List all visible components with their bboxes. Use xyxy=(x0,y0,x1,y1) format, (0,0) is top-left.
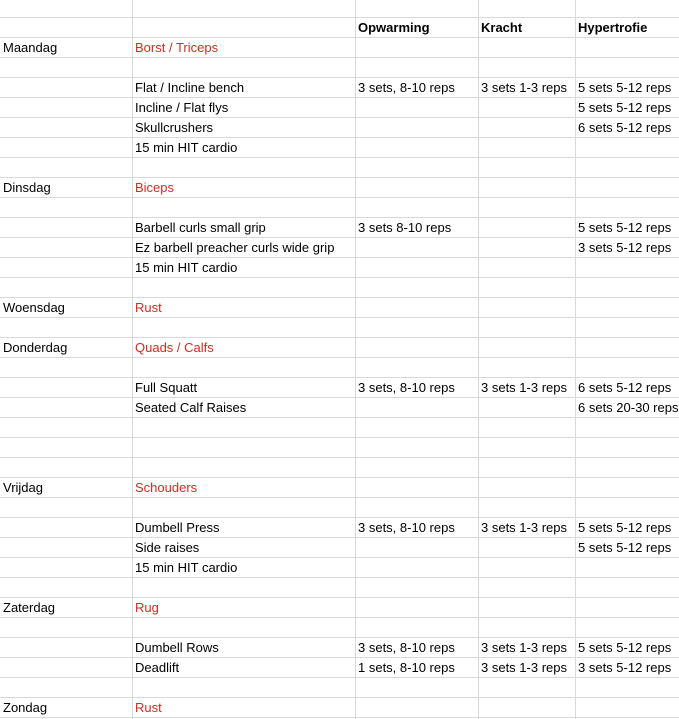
table-row[interactable] xyxy=(0,398,679,418)
header-row[interactable] xyxy=(0,18,679,38)
day-cell[interactable]: Donderdag xyxy=(3,340,68,355)
table-row[interactable] xyxy=(0,58,679,78)
muscle-group-cell[interactable]: Quads / Calfs xyxy=(135,340,214,355)
exercise-cell[interactable]: Dumbell Press xyxy=(135,520,220,535)
warmup-cell[interactable] xyxy=(355,558,358,577)
strength-cell[interactable] xyxy=(478,158,481,177)
hypertrophy-cell[interactable]: 5 sets 5-12 reps xyxy=(578,540,672,555)
hypertrophy-cell[interactable] xyxy=(575,58,578,77)
hypertrophy-cell[interactable]: 3 sets 5-12 reps xyxy=(578,660,672,675)
strength-cell[interactable]: 3 sets 1-3 reps xyxy=(481,640,567,655)
day-cell[interactable]: Woensdag xyxy=(3,300,65,315)
day-cell[interactable] xyxy=(0,138,3,157)
hypertrophy-cell[interactable]: 6 sets 5-12 reps xyxy=(578,120,672,135)
muscle-group-cell[interactable]: Schouders xyxy=(135,480,198,495)
strength-cell[interactable] xyxy=(478,138,481,157)
table-row[interactable] xyxy=(0,198,679,218)
warmup-cell[interactable]: 3 sets, 8-10 reps xyxy=(358,640,455,655)
day-cell[interactable] xyxy=(0,578,3,597)
table-row[interactable] xyxy=(0,598,679,618)
strength-cell[interactable] xyxy=(478,618,481,637)
hypertrophy-cell[interactable] xyxy=(575,578,578,597)
muscle-group-cell[interactable]: Borst / Triceps xyxy=(135,40,219,55)
strength-cell[interactable] xyxy=(478,498,481,517)
strength-cell[interactable] xyxy=(478,438,481,457)
strength-cell[interactable] xyxy=(478,598,481,617)
strength-cell[interactable] xyxy=(478,238,481,257)
exercise-cell[interactable]: 15 min HIT cardio xyxy=(135,560,238,575)
hypertrophy-cell[interactable]: 3 sets 5-12 reps xyxy=(578,240,672,255)
hypertrophy-cell[interactable]: 5 sets 5-12 reps xyxy=(578,100,672,115)
warmup-cell[interactable] xyxy=(355,118,358,137)
warmup-cell[interactable] xyxy=(355,418,358,437)
strength-cell[interactable] xyxy=(478,258,481,277)
warmup-cell[interactable] xyxy=(355,98,358,117)
table-row[interactable] xyxy=(0,498,679,518)
day-cell[interactable]: Zondag xyxy=(3,700,48,715)
hypertrophy-cell[interactable] xyxy=(575,178,578,197)
day-cell[interactable] xyxy=(0,278,3,297)
hypertrophy-cell[interactable] xyxy=(575,138,578,157)
day-cell[interactable] xyxy=(0,398,3,417)
day-cell[interactable] xyxy=(0,58,3,77)
warmup-cell[interactable] xyxy=(355,698,358,717)
table-row[interactable] xyxy=(0,558,679,578)
table-row[interactable] xyxy=(0,98,679,118)
strength-cell[interactable] xyxy=(478,558,481,577)
day-cell[interactable] xyxy=(0,438,3,457)
day-cell[interactable] xyxy=(0,78,3,97)
strength-cell[interactable] xyxy=(478,678,481,697)
day-cell[interactable] xyxy=(0,118,3,137)
warmup-cell[interactable]: 3 sets, 8-10 reps xyxy=(358,520,455,535)
table-row[interactable] xyxy=(0,158,679,178)
strength-cell[interactable] xyxy=(478,538,481,557)
exercise-cell[interactable]: Deadlift xyxy=(135,660,180,675)
hypertrophy-cell[interactable]: 6 sets 5-12 reps xyxy=(578,380,672,395)
column-header-hypertrophy[interactable]: Hypertrofie xyxy=(578,20,648,35)
strength-cell[interactable] xyxy=(478,458,481,477)
table-row[interactable] xyxy=(0,178,679,198)
day-cell[interactable] xyxy=(0,638,3,657)
hypertrophy-cell[interactable] xyxy=(575,458,578,477)
day-cell[interactable] xyxy=(0,658,3,677)
hypertrophy-cell[interactable] xyxy=(575,478,578,497)
hypertrophy-cell[interactable] xyxy=(575,38,578,57)
warmup-cell[interactable] xyxy=(355,438,358,457)
hypertrophy-cell[interactable]: 5 sets 5-12 reps xyxy=(578,640,672,655)
exercise-cell[interactable]: Seated Calf Raises xyxy=(135,400,247,415)
hypertrophy-cell[interactable]: 5 sets 5-12 reps xyxy=(578,520,672,535)
table-row[interactable] xyxy=(0,618,679,638)
day-cell[interactable] xyxy=(0,218,3,237)
table-row[interactable] xyxy=(0,318,679,338)
strength-cell[interactable] xyxy=(478,118,481,137)
hypertrophy-cell[interactable] xyxy=(575,438,578,457)
table-row[interactable] xyxy=(0,658,679,678)
exercise-cell[interactable]: Full Squatt xyxy=(135,380,198,395)
hypertrophy-cell[interactable] xyxy=(575,698,578,717)
warmup-cell[interactable] xyxy=(355,678,358,697)
day-cell[interactable] xyxy=(0,378,3,397)
table-row[interactable] xyxy=(0,538,679,558)
table-row[interactable] xyxy=(0,238,679,258)
hypertrophy-cell[interactable]: 5 sets 5-12 reps xyxy=(578,220,672,235)
table-row[interactable] xyxy=(0,38,679,58)
muscle-group-cell[interactable]: Rust xyxy=(135,700,162,715)
strength-cell[interactable] xyxy=(478,578,481,597)
table-row[interactable] xyxy=(0,478,679,498)
warmup-cell[interactable] xyxy=(355,618,358,637)
table-row[interactable] xyxy=(0,638,679,658)
day-cell[interactable]: Maandag xyxy=(3,40,58,55)
day-cell[interactable] xyxy=(0,618,3,637)
hypertrophy-cell[interactable] xyxy=(575,298,578,317)
table-row[interactable] xyxy=(0,278,679,298)
muscle-group-cell[interactable]: Rug xyxy=(135,600,159,615)
table-row[interactable] xyxy=(0,218,679,238)
strength-cell[interactable]: 3 sets 1-3 reps xyxy=(481,380,567,395)
day-cell[interactable] xyxy=(0,238,3,257)
hypertrophy-cell[interactable] xyxy=(575,558,578,577)
table-row[interactable] xyxy=(0,0,679,18)
strength-cell[interactable] xyxy=(478,298,481,317)
strength-cell[interactable] xyxy=(478,218,481,237)
strength-cell[interactable] xyxy=(478,98,481,117)
day-cell[interactable] xyxy=(0,358,3,377)
strength-cell[interactable]: 3 sets 1-3 reps xyxy=(481,80,567,95)
warmup-cell[interactable] xyxy=(355,338,358,357)
exercise-cell[interactable]: Incline / Flat flys xyxy=(135,100,229,115)
strength-cell[interactable] xyxy=(478,478,481,497)
day-cell[interactable] xyxy=(0,538,3,557)
table-row[interactable] xyxy=(0,378,679,398)
exercise-cell[interactable]: Side raises xyxy=(135,540,200,555)
table-row[interactable] xyxy=(0,258,679,278)
warmup-cell[interactable] xyxy=(355,398,358,417)
day-cell[interactable] xyxy=(0,498,3,517)
column-header-day[interactable] xyxy=(0,18,3,37)
day-cell[interactable] xyxy=(0,158,3,177)
hypertrophy-cell[interactable] xyxy=(575,278,578,297)
strength-cell[interactable] xyxy=(478,38,481,57)
warmup-cell[interactable] xyxy=(355,318,358,337)
warmup-cell[interactable]: 3 sets 8-10 reps xyxy=(358,220,452,235)
hypertrophy-cell[interactable] xyxy=(575,158,578,177)
day-cell[interactable] xyxy=(0,318,3,337)
column-header-warmup[interactable]: Opwarming xyxy=(358,20,430,35)
hypertrophy-cell[interactable] xyxy=(575,338,578,357)
hypertrophy-cell[interactable] xyxy=(575,678,578,697)
strength-cell[interactable] xyxy=(478,178,481,197)
hypertrophy-cell[interactable] xyxy=(575,318,578,337)
strength-cell[interactable] xyxy=(478,58,481,77)
table-row[interactable] xyxy=(0,78,679,98)
day-cell[interactable] xyxy=(0,678,3,697)
strength-cell[interactable] xyxy=(478,318,481,337)
exercise-cell[interactable]: 15 min HIT cardio xyxy=(135,260,238,275)
warmup-cell[interactable] xyxy=(355,478,358,497)
warmup-cell[interactable] xyxy=(355,138,358,157)
day-cell[interactable] xyxy=(0,98,3,117)
warmup-cell[interactable] xyxy=(355,238,358,257)
warmup-cell[interactable] xyxy=(355,538,358,557)
warmup-cell[interactable] xyxy=(355,498,358,517)
strength-cell[interactable] xyxy=(478,278,481,297)
strength-cell[interactable] xyxy=(478,418,481,437)
table-row[interactable] xyxy=(0,678,679,698)
day-cell[interactable]: Zaterdag xyxy=(3,600,56,615)
exercise-cell[interactable]: Skullcrushers xyxy=(135,120,214,135)
warmup-cell[interactable] xyxy=(355,358,358,377)
warmup-cell[interactable] xyxy=(355,38,358,57)
warmup-cell[interactable] xyxy=(355,578,358,597)
day-cell[interactable] xyxy=(0,558,3,577)
hypertrophy-cell[interactable]: 5 sets 5-12 reps xyxy=(578,80,672,95)
day-cell[interactable] xyxy=(0,518,3,537)
day-cell[interactable] xyxy=(0,458,3,477)
hypertrophy-cell[interactable] xyxy=(575,598,578,617)
strength-cell[interactable] xyxy=(478,698,481,717)
day-cell[interactable] xyxy=(0,198,3,217)
day-cell[interactable] xyxy=(0,418,3,437)
strength-cell[interactable]: 3 sets 1-3 reps xyxy=(481,660,567,675)
hypertrophy-cell[interactable] xyxy=(575,258,578,277)
strength-cell[interactable] xyxy=(478,398,481,417)
column-header-strength[interactable]: Kracht xyxy=(481,20,523,35)
warmup-cell[interactable] xyxy=(355,198,358,217)
strength-cell[interactable] xyxy=(478,358,481,377)
strength-cell[interactable]: 3 sets 1-3 reps xyxy=(481,520,567,535)
table-row[interactable] xyxy=(0,698,679,718)
day-cell[interactable]: Vrijdag xyxy=(3,480,43,495)
exercise-cell[interactable]: 15 min HIT cardio xyxy=(135,140,238,155)
warmup-cell[interactable]: 3 sets, 8-10 reps xyxy=(358,380,455,395)
strength-cell[interactable] xyxy=(478,338,481,357)
warmup-cell[interactable] xyxy=(355,298,358,317)
hypertrophy-cell[interactable]: 6 sets 20-30 reps xyxy=(578,400,679,415)
warmup-cell[interactable] xyxy=(355,278,358,297)
table-row[interactable] xyxy=(0,118,679,138)
exercise-cell[interactable]: Barbell curls small grip xyxy=(135,220,266,235)
exercise-cell[interactable]: Flat / Incline bench xyxy=(135,80,245,95)
muscle-group-cell[interactable]: Biceps xyxy=(135,180,175,195)
table-row[interactable] xyxy=(0,138,679,158)
day-cell[interactable] xyxy=(0,258,3,277)
hypertrophy-cell[interactable] xyxy=(575,358,578,377)
table-row[interactable] xyxy=(0,438,679,458)
table-row[interactable] xyxy=(0,518,679,538)
exercise-cell[interactable]: Ez barbell preacher curls wide grip xyxy=(135,240,335,255)
table-row[interactable] xyxy=(0,338,679,358)
table-row[interactable] xyxy=(0,298,679,318)
warmup-cell[interactable] xyxy=(355,258,358,277)
warmup-cell[interactable] xyxy=(355,458,358,477)
warmup-cell[interactable]: 3 sets, 8-10 reps xyxy=(358,80,455,95)
warmup-cell[interactable] xyxy=(355,598,358,617)
warmup-cell[interactable] xyxy=(355,158,358,177)
day-cell[interactable]: Dinsdag xyxy=(3,180,51,195)
table-row[interactable] xyxy=(0,578,679,598)
muscle-group-cell[interactable]: Rust xyxy=(135,300,162,315)
hypertrophy-cell[interactable] xyxy=(575,498,578,517)
table-row[interactable] xyxy=(0,458,679,478)
hypertrophy-cell[interactable] xyxy=(575,198,578,217)
exercise-cell[interactable]: Dumbell Rows xyxy=(135,640,219,655)
warmup-cell[interactable] xyxy=(355,58,358,77)
warmup-cell[interactable] xyxy=(355,178,358,197)
warmup-cell[interactable]: 1 sets, 8-10 reps xyxy=(358,660,455,675)
table-row[interactable] xyxy=(0,418,679,438)
hypertrophy-cell[interactable] xyxy=(575,418,578,437)
hypertrophy-cell[interactable] xyxy=(575,618,578,637)
table-row[interactable] xyxy=(0,358,679,378)
strength-cell[interactable] xyxy=(478,198,481,217)
